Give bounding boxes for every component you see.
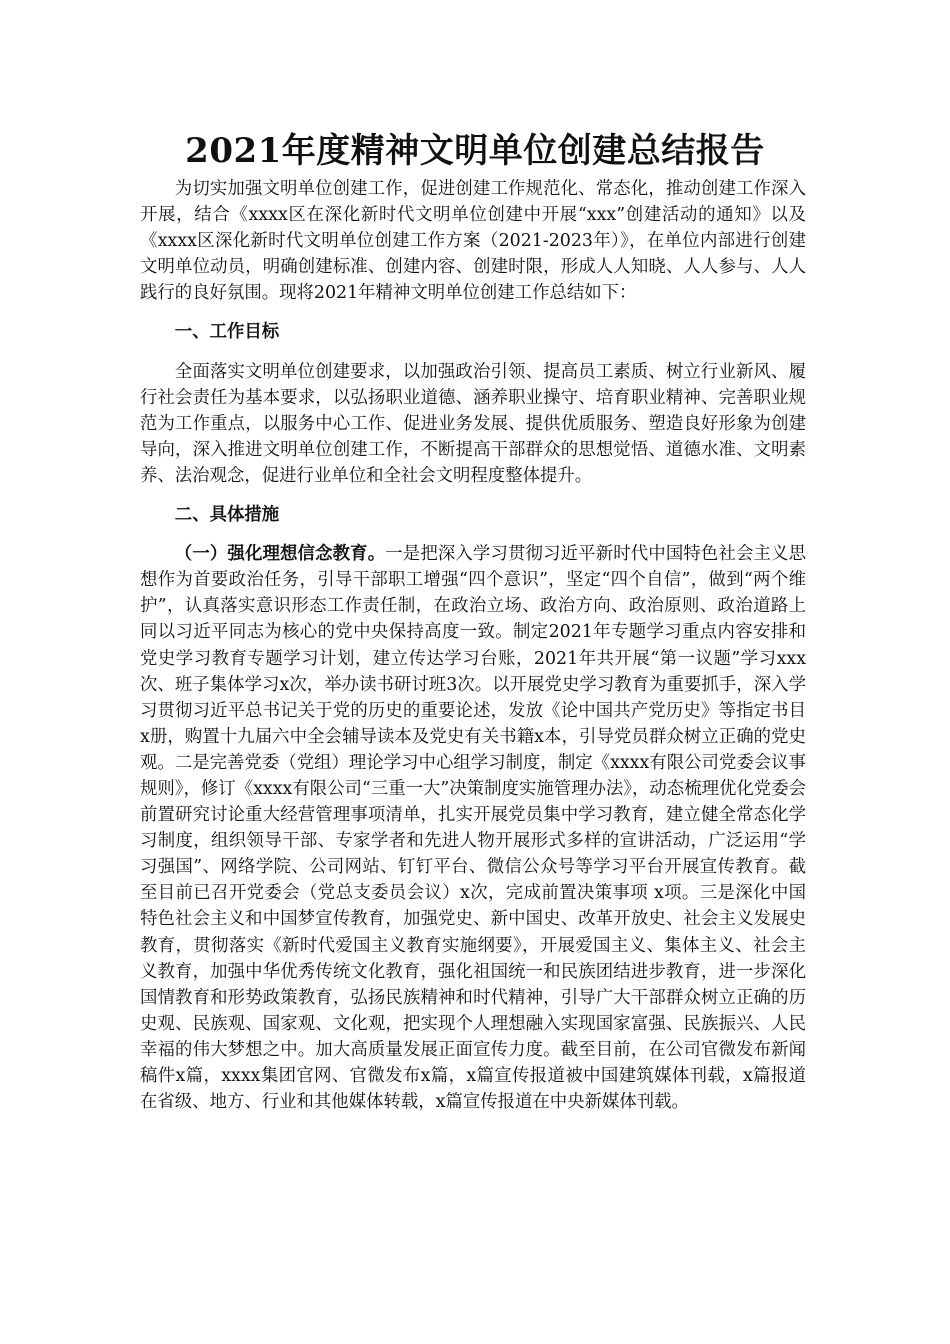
intro-paragraph: 为切实加强文明单位创建工作，促进创建工作规范化、常态化，推动创建工作深入开展，结合《xxxx区在深化新时代文明单位创建中开展“xxx”创建活动的通知》以及《xxxx区深化新时代文明单位创建工作方案（2021-2023年）》，在单位内部进行创建文明单位动员，明确创建标准、创建内容、创建时限，形成人人知晓、人人参与、人人践行的良好氛围。现将2021年精神文明单位创建工作总结如下： (140, 179, 806, 304)
goals-paragraph: 全面落实文明单位创建要求，以加强政治引领、提高员工素质、树立行业新风、履行社会责任为基本要求，以弘扬职业道德、涵养职业操守、培育职业精神、完善职业规范为工作重点，以服务中心工作、促进业务发展、提供优质服务、塑造良好形象为创建导向，深入推进文明单位创建工作，不断提高干部群众的思想觉悟、道德水准、文明素养、法治观念，促进行业单位和全社会文明程度整体提升。 (140, 361, 806, 486)
measures-item-text: 一是把深入学习贯彻习近平新时代中国特色社会主义思想作为首要政治任务，引导干部职工增强“四个意识”，坚定“四个自信”，做到“两个维护”，认真落实意识形态工作责任制，在政治立场、政治方向、政治原则、政治道路上同以习近平同志为核心的党中央保持高度一致。制定2021年专题学习重点内容安排和党史学习教育专题学习计划，建立传达学习台账，2021年共开展“第一议题”学习xxx次、班子集体学习x次，举办读书研讨班3次。以开展党史学习教育为重要抓手，深入学习贯彻习近平总书记关于党的历史的重要论述，发放《论中国共产党历史》等指定书目x册，购置十九届六中全会辅导读本及党史有关书籍x本，引导党员群众树立正确的党史观。二是完善党委（党组）理论学习中心组学习制度，制定《xxxx有限公司党委会议事规则》，修订《xxxx有限公司“三重一大”决策制度实施管理办法》，动态梳理优化党委会前置研究讨论重大经营管理事项清单，扎实开展党员集中学习教育，建立健全常态化学习制度，组织领导干部、专家学者和先进人物开展形式多样的宣讲活动，广泛运用“学习强国”、网络学院、公司网站、钉钉平台、微信公众号等学习平台开展宣传教育。截至目前已召开党委会（党总支委员会议）x次，完成前置决策事项 x项。三是深化中国特色社会主义和中国梦宣传教育，加强党史、新中国史、改革开放史、社会主义发展史教育，贯彻落实《新时代爱国主义教育实施纲要》，开展爱国主义、集体主义、社会主义教育，加强中华优秀传统文化教育，强化祖国统一和民族团结进步教育，进一步深化国情教育和形势政策教育，弘扬民族精神和时代精神，引导广大干部群众树立正确的历史观、民族观、国家观、文化观，把实现个人理想融入实现国家富强、民族振兴、人民幸福的伟大梦想之中。加大高质量发展正面宣传力度。截至目前，在公司官微发布新闻稿件x篇，xxxx集团官网、官微发布x篇，x篇宣传报道被中国建筑媒体刊载，x篇报道在省级、地方、行业和其他媒体转载，x篇宣传报道在中央新媒体刊载。 (140, 544, 806, 1113)
document-title: 2021年度精神文明单位创建总结报告 (185, 131, 765, 171)
document-body (140, 176, 806, 1115)
measures-item-lead: （一）强化理想信念教育。 (174, 544, 386, 565)
measures-paragraph (140, 541, 806, 1115)
section-heading-goals: 一、工作目标 (174, 322, 280, 343)
section-heading-measures: 二、具体措施 (174, 505, 280, 526)
